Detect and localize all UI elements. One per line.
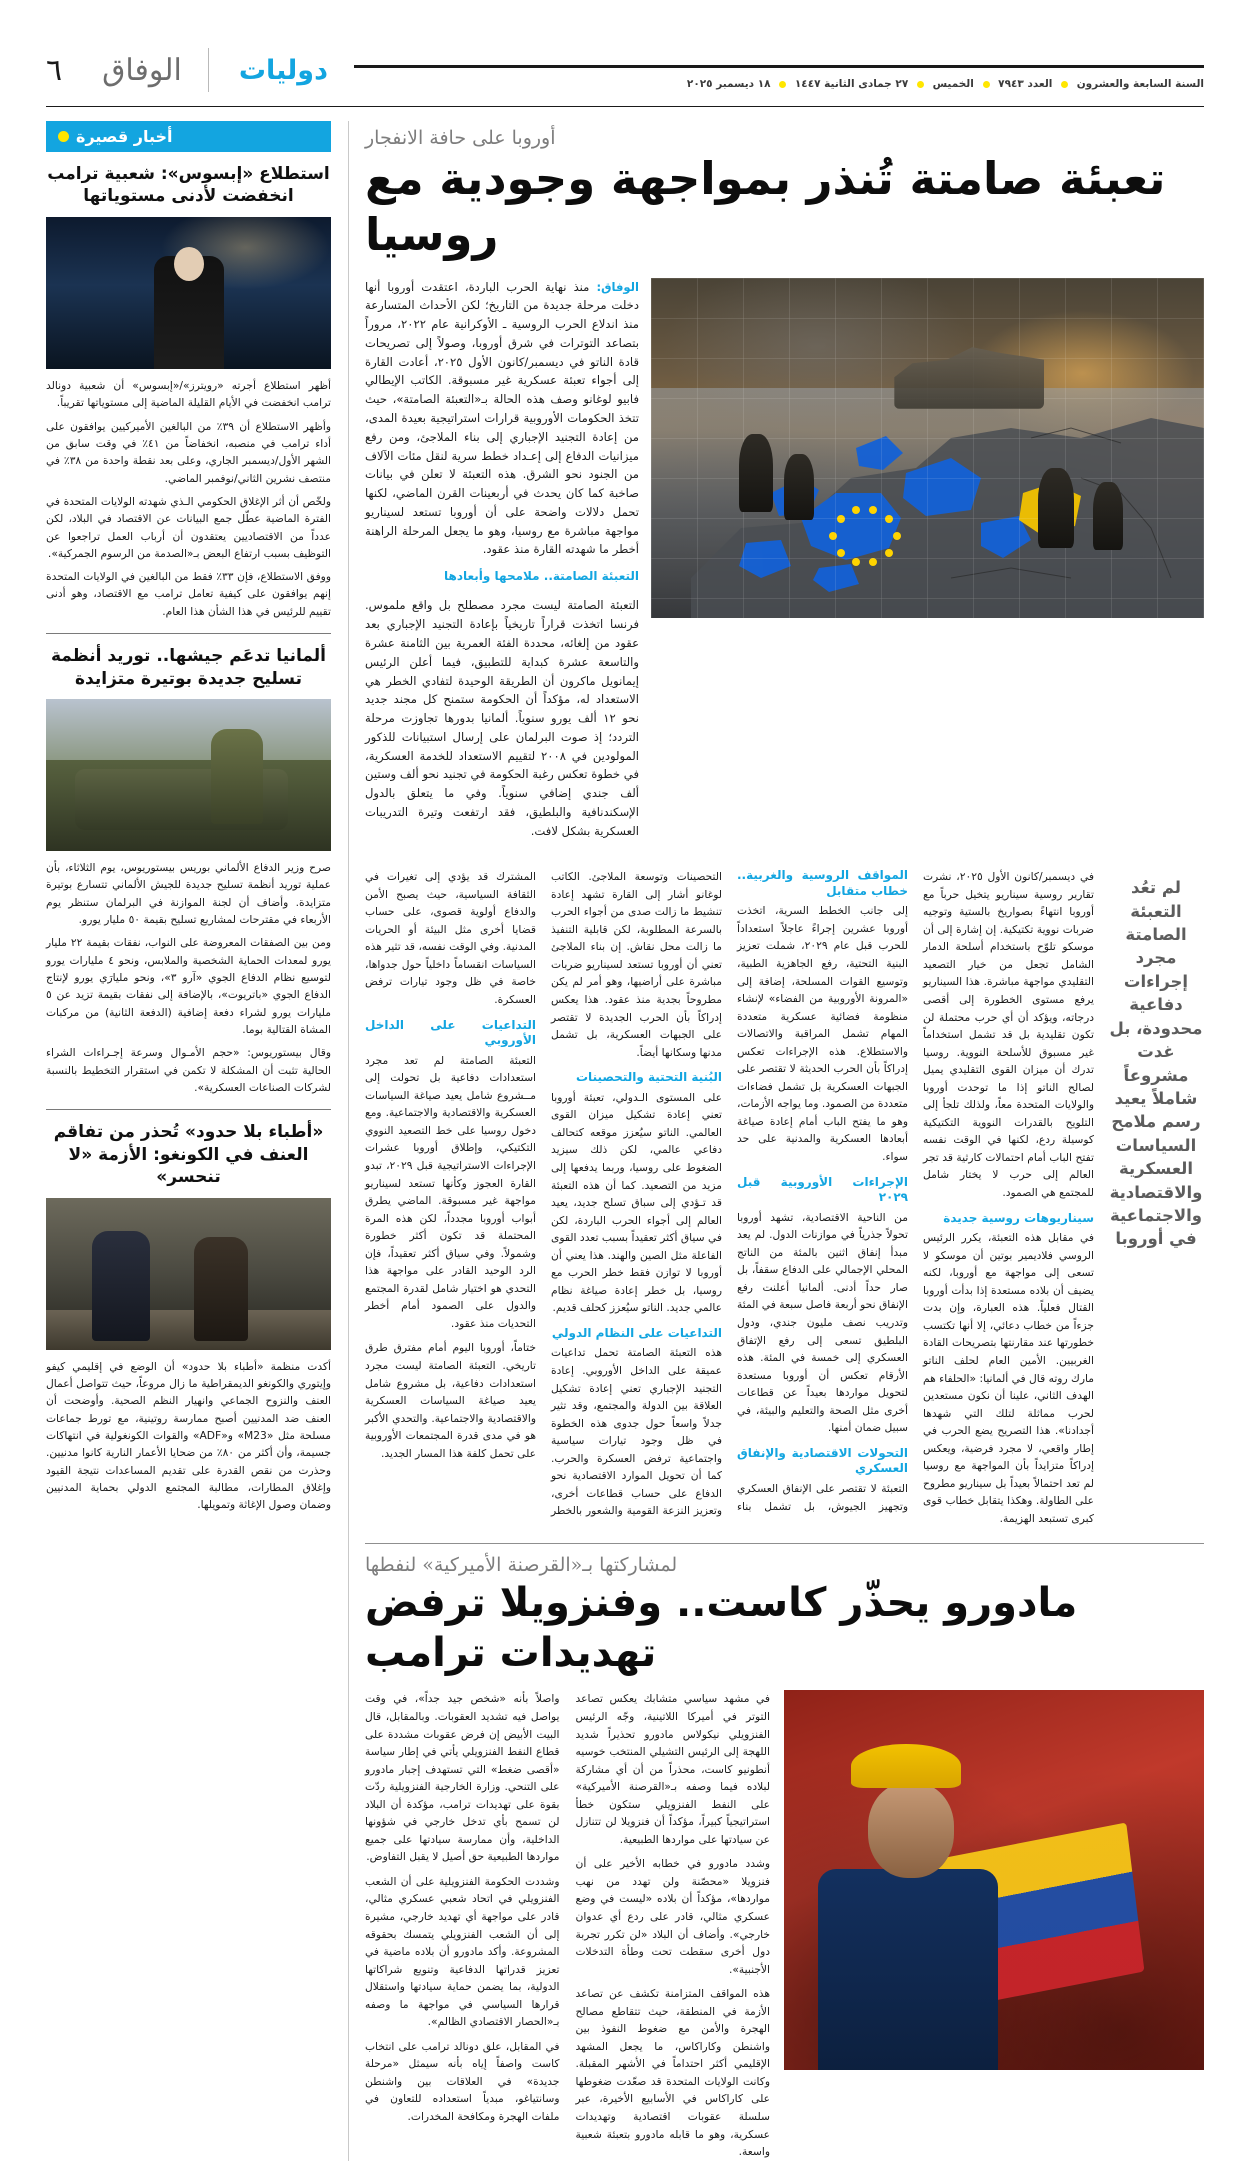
masthead-divider <box>208 48 209 92</box>
maduro-body <box>818 1869 998 2070</box>
soldier-silhouette <box>1038 468 1074 548</box>
sidebar-0-p2: ولخّص أن أثر الإغلاق الحكومي الـذي شهدته الولايات المتحدة في الفترة الماضية عطّل جمع البيانات عن الاقتصاد في البلاد، لكن عدداً من الاقتصاديين يعتقدون أن أرباب العمل تراجعوا عن التوظيف بسبب ارتفاع البعض بـ«الصدمة من الرسوم الجمركية». <box>46 494 331 560</box>
sidebar-title-1: ألمانيا تدعَم جيشها.. توريد أنظمة تسليح جديدة بوتيرة متزايدة <box>50 646 327 689</box>
maduro-head <box>868 1782 954 1878</box>
section-3-paragraph: إلى جانب الخطط السرية، اتخذت أوروبا عشرين إجراءً عاجلاً استعداداً للحرب قبل عام ٢٠٢٩، شملت تعزيز البنية التحتية، رفع الجاهزية الطبية، وتوسيع القوات المسلحة، إضافة إلى «المرونة الأوروبية من الفضاء» لإنشاء منظومة فضائية عسكرية متعددة المهام تشمل المراقبة والاتصالات والاستطلاع. هذه الإجراءات تعكس إدراكاً بأن الحرب الحديثة لا تقتصر على الجبهات العسكرية بل تشمل فضاءات متعددة من الصمود. وما يواجه الأزمات، وهو ما يفتح الباب أمام إعادة صياغة أبعادها العسكرية والمدنية على حد سواء. <box>737 904 908 1163</box>
section-2-paragraph: في مقابل هذه التعبئة، يكرر الرئيس الروسي فلاديمير بوتين أن موسكو لا تسعى إلى مواجهة مع أوروبا، لكنه يضيف أن بلاده مستعدة إذا بدأت أوروبا القتال فعلياً. هذه العبارة، وإن بدت جزءاً من خطاب دعائي، إلا أنها تكتسب خطورتها عند مقارنتها بتصريحات القادة الغربيين. الأمين العام لحلف الناتو مارك روته قال في ألمانيا: «الحلفاء هم الهدف الثاني، علينا أن نكون مستعدين لحرب مماثلة لتلك التي شهدها أجدادنا». هذا التصريح يضع الحرب في إطار واقعي، لا مجرد فرضية، ويعكس إدراكاً متزايداً بأن المواجهة مع روسيا لم تعد احتمالاً بعيداً بل سيناريو مطروح على الطاولة. وهكذا يتقابل خطاب قوى كبرى تستبعد الهزيمة. <box>923 1231 1094 1525</box>
page-body <box>46 121 1204 2161</box>
bottom-paragraph-5: في المقابل، علق دونالد ترامب على انتخاب كاست واصفاً إياه بأنه سيمثل «مرحلة جديدة» في العلاقات بين واشنطن وسانتياغو، مبدياً استعداده للتعاون في ملفات الهجرة ومكافحة المخدرات. <box>365 2039 560 2124</box>
sidebar-body-2 <box>46 1358 331 1514</box>
soldier-silhouette <box>784 454 814 520</box>
sidebar-1-p2: وقال بيستوريوس: «حجم الأمـوال وسرعة إجـراءات الشراء الحالية تثبت أن المشكلة لا تكمن في استقرار التخطيط بالنسبة لشركات الصناعات العسكرية». <box>46 1046 331 1094</box>
sidebar-body-0 <box>46 377 331 620</box>
bottom-kicker: لمشاركتها بـ«القرصنة الأميركية» لنفطها <box>365 1554 678 1577</box>
section-4-paragraph: من الناحية الاقتصادية، تشهد أوروبا تحولاً جذرياً في موازنات الدول. لم يعد مبدأ إنفاق اثنين بالمئة من الناتج المحلي الإجمالي على الدفاع سقفاً، بل صار حداً أدنى. ألمانيا أعلنت رفع الإنفاق نحو أربعة فاصل سبعة في المئة وتدريب نصف مليون جندي، ودول البلطيق تسعى إلى رفع الإتفاق العسكري إلى خمسة في المئة. هذه الأرقام تعكس أن أوروبا مستعدة لتحويل مواردها بعيداً عن قطاعات أخرى مثل الصحة والتعليم والبيئة، في سبيل ضمان أمنها. <box>737 1210 908 1435</box>
sidebar-2-p0: أكدت منظمة «أطباء بلا حدود» أن الوضع في إقليمي كيفو وإيتوري والكونغو الديمقراطية ما زال مروعاً، حيث تتواصل أعمال العنف والنزوح الجماعي وانهيار النظم الصحية. وأوضحت أن العنف ضد المدنيين أصبح ممارسة روتينية، مع تورط جماعات مسلحة مثل «M23» و«ADF» والقوات الكونغولية في انتهاكات جسيمة، وأن أكثر من ٨٠٪ من ضحايا الأعمار النارية كانوا مدنيين. وحذرت من نقص القدرة على تقديم المساعدات نتيجة القيود وإغلاق المطارات، مطالبة المجتمع الدولي بحماية المدنيين وضمان وصول الإغاثة وتمويلها. <box>46 1359 332 1512</box>
masthead-top-rule <box>354 65 1204 68</box>
masthead <box>46 0 1204 94</box>
pullquote-column <box>1108 868 1204 1527</box>
trump-podium-photo <box>46 217 331 369</box>
source-tag: الوفاق: <box>596 279 640 294</box>
bottom-paragraph-2: هذه المواقف المتزامنة تكشف عن تصاعد الأزمة في المنطقة، حيث تتقاطع مصالح الهجرة والأمن مع ضغوط النفوذ بين واشنطن وكاراكاس، ما يجعل المشهد الإقليمي أكثر احتداماً في الأشهر المقبلة. وكانت الولايات المتحدة قد صعّدت ضغوطها على كاراكاس في الأسابيع الأخيرة، عبر سلسلة عقوبات اقتصادية وتهديدات عسكرية، وهو ما قابله مادورو بتعبئة شعبية واسعة. <box>575 1987 770 2159</box>
sidebar-1-p0: صرح وزير الدفاع الألماني بوريس بيستوريوس، يوم الثلاثاء، بأن عملية توريد أنظمة تسليح جديدة للجيش الألماني تتسارع بوتيرة متزايدة. وأضاف أن لجنة الموازنة في البرلمان ستنظر يوم الأربعاء في مقترحات لمشاريع تسليح بقيمة ٥٠ مليار يورو. <box>46 861 331 926</box>
short-news-label: أخبار قصيرة <box>76 127 173 146</box>
german-soldiers-vehicle-photo <box>46 699 331 851</box>
lead-top-row <box>365 278 1204 853</box>
yellow-dot-icon <box>917 81 924 88</box>
yellow-dot-icon <box>58 131 69 142</box>
sidebar-0-p0: أظهر استطلاع أجرته «رويترز»/«إبسوس» أن شعبية دونالد ترامب انخفضت في الأيام القليلة الماضية إلى مستوياتها تقريباً. <box>46 378 331 410</box>
sidebar-column <box>46 121 349 2161</box>
subhead-1: سيناريوهات روسية جديدة <box>943 1210 1094 1225</box>
subhead-7: التداعيات على الداخل الأوروبي <box>365 1017 536 1048</box>
section-7-paragraph: هذه التعبئة الصامتة تحمل تداعيات عميقة على الداخل الأوروبي. إعادة التجنيد الإجباري تعني إعادة تشكيل العلاقة بين الدولة والمجتمع، وقد تثير جدلاً واسعاً حول جدوى هذه الخطوة في ظل وجود تيارات سياسية واجتماعية ترفض العسكرة والحرب. كما أن تحويل الموارد الاقتصادية نحو الدفاع على حساب قطاعات أخرى، وتعزيز النزعة القومية والشعور بالخطر المشترك قد يؤدي إلى تغيرات في الثقافة السياسية، حيث يصبح الأمن والدفاع أولوية قصوى، على حساب قضايا أخرى مثل البيئة أو الحريات المدنية. وفي الوقت نفسه، قد تثير هذه السياسات انقساماً داخلياً حول جدواها، خاصة في ظل وجود تيارات ترفض العسكرة. <box>365 870 722 1518</box>
yellow-dot-icon <box>983 81 990 88</box>
meta-gregorian-date: ١٨ ديسمبر ٢٠٢٥ <box>686 78 771 90</box>
bottom-body-columns <box>365 1690 770 2160</box>
subhead-0: التعبئة الصامتة.. ملامحها وأبعادها <box>444 569 639 584</box>
section-5-paragraph: التعبئة لا تقتصر على الإنفاق العسكري وتجهيز الجيوش، بل تشمل بناء التحصينات وتوسعة الملاجئ. الكاتب لوغانو أشار إلى القارة تشهد إعادة تنشيط ما زالت صدى من أجواء الحرب بالسرعة المطلوبة، لكن قابلية التنفيذ ما زالت محل نقاش. إن بناء الملاجئ تعني أن أوروبا تستعد لسيناريو ضربات مباشرة على أراضيها، وهو أمر لم يكن مطروحاً بجدية منذ عقود. هذا يعكس إدراكاً بأن الحرب الجديدة لا تقتصر على الجبهات العسكرية، بل تشمل مدنها وسكانها أيضاً. <box>551 870 908 1513</box>
section-1-paragraph-pre: في ديسمبر/كانون الأول ٢٠٢٥، نشرت تقارير روسية سيناريو يتخيل حرباً مع أوروبا انتهاءً بصواريخ بالستية وتوجيه ضربات نووية تكتيكية. إن إشارة إلى أن موسكو تلوّح باستخدام أسلحة الدمار الشامل تجعل من خيار التصعيد التقليدي مواجهة مباشرة. هذا السيناريو يرفع مستوى الخطورة إلى أقصى درجاته، ويؤكد أن أي حرب محتملة لن تكون تقليدية بل قد تشمل استخداماً غير مسبوق للأسلحة النووية. روسيا تدرك أن ميزان القوى التقليدي يميل لصالح الناتو إذا ما توحدت أوروبا والولايات المتحدة معاً، ولذلك تلجأ إلى التلويح بالقدرات النووية التكتيكية كوسيلة ردع، لكنها في الوقت نفسه تفتح الباب أمام احتمالات كارثية قد تجر العالم إلى حرب لا يختار شامل للمجتمع هي الصمود. <box>923 870 1094 1199</box>
header-bottom-rule <box>46 106 1204 107</box>
europe-map-war-photo <box>651 278 1204 618</box>
subhead-5: البُنية التحتية والتحصينات <box>576 1070 722 1085</box>
section-6-paragraph: على المستوى الـدولي، تعبئة أوروبا تعني إعادة تشكيل ميزان القوى العالمي. الناتو سيُعزز موقعه كتحالف دفاعي عالمي، لكن ذلك سيزيد الضغوط على روسيا، وربما يدفعها إلى مزيد من التصعيد. كما أن هذه التعبئة قد تـؤدي إلى سباق تسلح جديد، يعيد العالم إلى أجواء الحرب الباردة، لكن في سياق أكثر تعقيداً بسبب تعدد القوى الفاعلة مثل الصين والهند. هذا يعني أن أوروبا لا توازن فقط خطر الحرب مع روسيا، بل خطر إعادة صياغة نظام عالمي جديد. الناتو سيُعزز كحلف قديم. <box>551 1090 722 1315</box>
masthead-brand-block <box>46 48 354 94</box>
subhead-2: المواقف الروسية والغربية.. خطاب متقابل <box>737 868 908 898</box>
sidebar-item-germany-arms[interactable] <box>46 634 331 1096</box>
meta-issue: العدد ٧٩٤٣ <box>998 78 1053 90</box>
sidebar-1-p1: ومن بين الصفقات المعروضة على النواب، نفقات بقيمة ٢٢ مليار يورو لمعدات الحماية الشخصية والملابس، ونحو ٤ مليارات يورو لتوسيع نظام الدفاع الجوي «آرو ٣»، ونحو مليارَي يورو لإنتاج الدفاع الجوي «باتريوت»، بالإضافة إلى نفقات بقيمة تزيد عن ٥ مليارات يورو لشراء دفعة إضافية (الدفعة الثانية) من مركبات المشاة القتالية بوما. <box>46 936 331 1036</box>
maduro-flag-photo <box>784 1690 1204 2070</box>
sidebar-body-1 <box>46 859 331 1096</box>
yellow-dot-icon <box>779 81 786 88</box>
lead-pullquote: لم تعُد التعبئة الصامتة مجرد إجراءات دفاعية محدودة، بل غدت مشروعاً شاملاً يعيد رسم ملامح السياسات العسكرية والاقتصادية والاجتماعية في أوروبا <box>1109 878 1203 1249</box>
meta-day: الخميس <box>932 78 974 90</box>
sidebar-0-p1: وأظهر الاستطلاع أن ٣٩٪ من البالغين الأميركيين يوافقون على أداء ترامب في منصبه، انخفاضاً من ٤١٪ في وقت سابق من الشهر الأول/ديسمبر الجاري، وعلى بعد نقطة واحدة من ٣٨٪ في منتصف نشرين الثاني/نوفمبر الماضي. <box>46 419 332 485</box>
bottom-paragraph-1: وشدد مادورو في خطابه الأخير على أن فنزويلا «محصّنة ولن تهدد من نهب مواردها»، مؤكداً أن بلاده «ليست في وضع عسكري مثالي، قادر على ردع أي عدوان خارجي». وأضاف أن البلاد «لن تكرر تجربة دول أخرى سقطت تحت وطأة التدخلات الأجنبية». <box>575 1857 770 1976</box>
sidebar-item-trump-poll[interactable] <box>46 152 331 620</box>
subhead-4: التحولات الاقتصادية والإنفاق العسكري <box>737 1445 908 1476</box>
lead-paragraph-text: منذ نهاية الحرب الباردة، اعتقدت أوروبا أنها دخلت مرحلة جديدة من التاريخ؛ لكن الأحداث المتسارعة منذ اندلاع الحرب الروسية ـ الأوكرانية عام ٢٠٢٢، مروراً بتصاعد التوترات في شرق أوروبا، وصولاً إلى تصريحات قادة الناتو في ديسمبر/كانون الأول ٢٠٢٥، أعادت القارة إلى أجواء تعبئة عسكرية غير مسبوقة. الكاتب الإيطالي فابيو لوغانو وصف هذه الحالة بـ«التعبئة الصامتة»، حيث تتخذ الحكومات الأوروبية قرارات استراتيجية بعيدة المدى، من إعادة التجنيد الإجباري إلى بناء الملاجئ، ومن رفع ميزانيات الدفاع إلى إعـداد خطط سرية لنقل مئات الآلاف من الجنود نحو الشرق. هذه التعبئة لا تعلن في بيانات صاخبة كما كان يحدث في أربعينات القرن الماضي، لكنها تحمل دلالات واضحة على أن أوروبا تستعد لسيناريو مواجهة مباشرة مع روسيا، وهو ما يجعل المرحلة الراهنة أخطر ما شهدته القارة منذ عقود. <box>365 279 640 557</box>
short-news-banner <box>46 121 331 152</box>
subhead-6: التداعيات على النظام الدولي <box>551 1325 722 1340</box>
maduro-cap <box>851 1744 961 1788</box>
page-number: ٦ <box>46 52 63 88</box>
newspaper-brand: الوفاق <box>102 52 182 88</box>
lead-headline: تعبئة صامتة تُنذر بمواجهة وجودية مع روسيا <box>365 152 1166 262</box>
congo-civilians-photo <box>46 1198 331 1350</box>
yellow-dot-icon <box>1061 81 1068 88</box>
section-8-paragraph-a: التعبئة الصامتة لم تعد مجرد استعدادات دفاعية بل تحولت إلى مــشروع شامل يعيد صياغة السياسات العسكرية والاقتصادية والاجتماعية. ومع دخول روسيا على خط التصعيد النووي التكتيكي، وإطلاق أوروبا عشرات الإجراءات الاستراتيجية قبل ٢٠٢٩، تبدو القارة العجوز وكأنها تستعد لسيناريو مواجهة غير مسبوقة. الماضي يطرق أبواب أوروبا مجدداً، لكن هذه المرة المحتملة قد تكون أكثر خطورة وشمولاً. وفي سياق أكثر تعقيداً، فإن الرد الوحيد القادر على مواجهة هذا التحدي هو اختيار شامل لقدرة المجتمع والدول على الصمود أمام أخطر التحديات منذ عقود. <box>365 1053 536 1330</box>
bottom-article <box>365 1554 1204 2160</box>
lead-body-columns <box>365 868 1094 1527</box>
soldier-silhouette <box>739 434 773 512</box>
bottom-paragraph-0: في مشهد سياسي متشابك يعكس تصاعد التوتر في أميركا اللاتينية، وجّه الرئيس الفنزويلي نيكولاس مادورو تحذيراً شديد اللهجة إلى الرئيس التشيلي المنتخب خوسيه أنطونيو كاست، محذراً من أن أي مشاركة لبلاده فيما وصفه بـ«القرصنة الأميركية» على النفط الفنزويلي ستكون خطأ استراتيجياً كبيراً، مؤكداً أن فنزويلا لن تتنازل عن سيادتها على مواردها الطبيعية. <box>575 1692 770 1846</box>
main-content-column <box>349 121 1204 2161</box>
articles-divider-rule <box>365 1543 1204 1544</box>
meta-year: السنة السابعة والعشرون <box>1076 78 1204 90</box>
meta-hijri-date: ٢٧ جمادى الثانية ١٤٤٧ <box>794 78 909 90</box>
masthead-meta <box>354 78 1204 90</box>
lead-paragraph-block <box>365 278 639 853</box>
bottom-article-row <box>365 1690 1204 2160</box>
section-0-paragraph: التعبئة الصامتة ليست مجرد مصطلح بل واقع ملموس. فرنسا اتخذت قراراً تاريخياً بإعادة التجنيد الإجباري بعد عقود من إلغائه، محددة الفئة العمرية بين الثامنة عشرة والتاسعة عشرة كبداية للتطبيق، فيما أعلن الرئيس إيمانويل ماكرون أن الطريقة الوحيدة لتفادي الخطر هي الاستعداد له، مؤكداً أن الحكومة ستمنح كل مجند جديد نحو ١٢ ألف يورو سنوياً. ألمانيا بدورها تجاوزت مرحلة التردد؛ إذ صوت البرلمان على إرسال استبيانات للذكور المولودين في ٢٠٠٨ لتقييم الاستعداد للخدمة العسكرية، في خطوة تعكس رغبة الحكومة في تجنيد نحو ألف وستين ألف جندي إضافي سنوياً. وفي ما يتعلق بالدول الإسكندنافية والبلطيق، فقد ارتفعت وتيرة التدريبات العسكرية بشكل لافت. <box>365 598 640 838</box>
lead-kicker: أوروبا على حافة الانفجار <box>365 127 556 149</box>
section-title[interactable]: دوليات <box>238 54 328 86</box>
lead-columns-wrap <box>365 868 1204 1527</box>
section-8-paragraph-b: ختاماً، أوروبا اليوم أمام مفترق طرق تاريخي. التعبئة الصامتة ليست مجرد استعدادات دفاعية، بل مشروع شامل يعيد صياغة السياسات العسكرية والاقتصادية والاجتماعية. والتحدي الأكبر هو في مدى قدرة المجتمعات الأوروبية على تحمل كلفة هذا المسار الجديد. <box>365 1341 536 1460</box>
masthead-meta-block <box>354 65 1204 94</box>
sidebar-title-2: «أطباء بلا حدود» تُحذر من تفاقم العنف في الكونغو: الأزمة «لا تنحسر» <box>53 1122 324 1188</box>
bottom-paragraph-3: واصلاً بأنه «شخص جيد جداً»، في وقت يواصل فيه تشديد العقوبات. وبالمقابل، قال البيت الأبيض إن فرض عقوبات مشددة على قطاع النفط الفنزويلي يأتي في إطار سياسة «أقصى ضغط» التي تستهدف إجبار مادورو على التنحي. وزارة الخارجية الفنزويلية ردّت بقوة على تهديدات ترامب، مؤكدة أن البلاد لن تسمح بأي تدخل خارجي في شؤونها الداخلية، وأن ممارسة سيادتها على جميع مواردها الطبيعية حق أصيل لا يقبل التفاوض. <box>365 1692 560 1864</box>
sidebar-0-p3: ووفق الاستطلاع، فإن ٣٣٪ فقط من البالغين في الولايات المتحدة إنهم يوافقون على كيفية تعامل ترامب مع الاقتصاد، وهو أدنى تقييم للرئيس في هذا الشأن هذا العام. <box>46 570 332 618</box>
bottom-headline: مادورو يحذّر كاست.. وفنزويلا ترفض تهديدات ترامب <box>365 1580 1078 1677</box>
soldier-silhouette <box>1093 482 1123 550</box>
subhead-3: الإجراءات الأوروبية قبل ٢٠٢٩ <box>737 1174 908 1205</box>
sidebar-title-0: استطلاع «إبسوس»: شعبية ترامب انخفضت لأدنى مستوياتها <box>47 164 330 207</box>
bottom-paragraph-4: وشددت الحكومة الفنزويلية على أن الشعب الفنزويلي في اتحاد شعبي عسكري مثالي، قادر على مواجهة أي تهديد خارجي، مشيرة إلى أن الشعب الفنزويلي يتمسك بحقوقه المشروعة. وأكد مادورو أن بلاده ماضية في تعزيز قدراتها الدفاعية وتنويع شراكاتها الدولية، بما يضمن حماية سيادتها واستقلال قرارها السياسي في مواجهة ما وصفه بـ«الحصار الاقتصادي الظالم». <box>365 1874 560 2029</box>
sidebar-item-congo-msf[interactable] <box>46 1110 331 1513</box>
